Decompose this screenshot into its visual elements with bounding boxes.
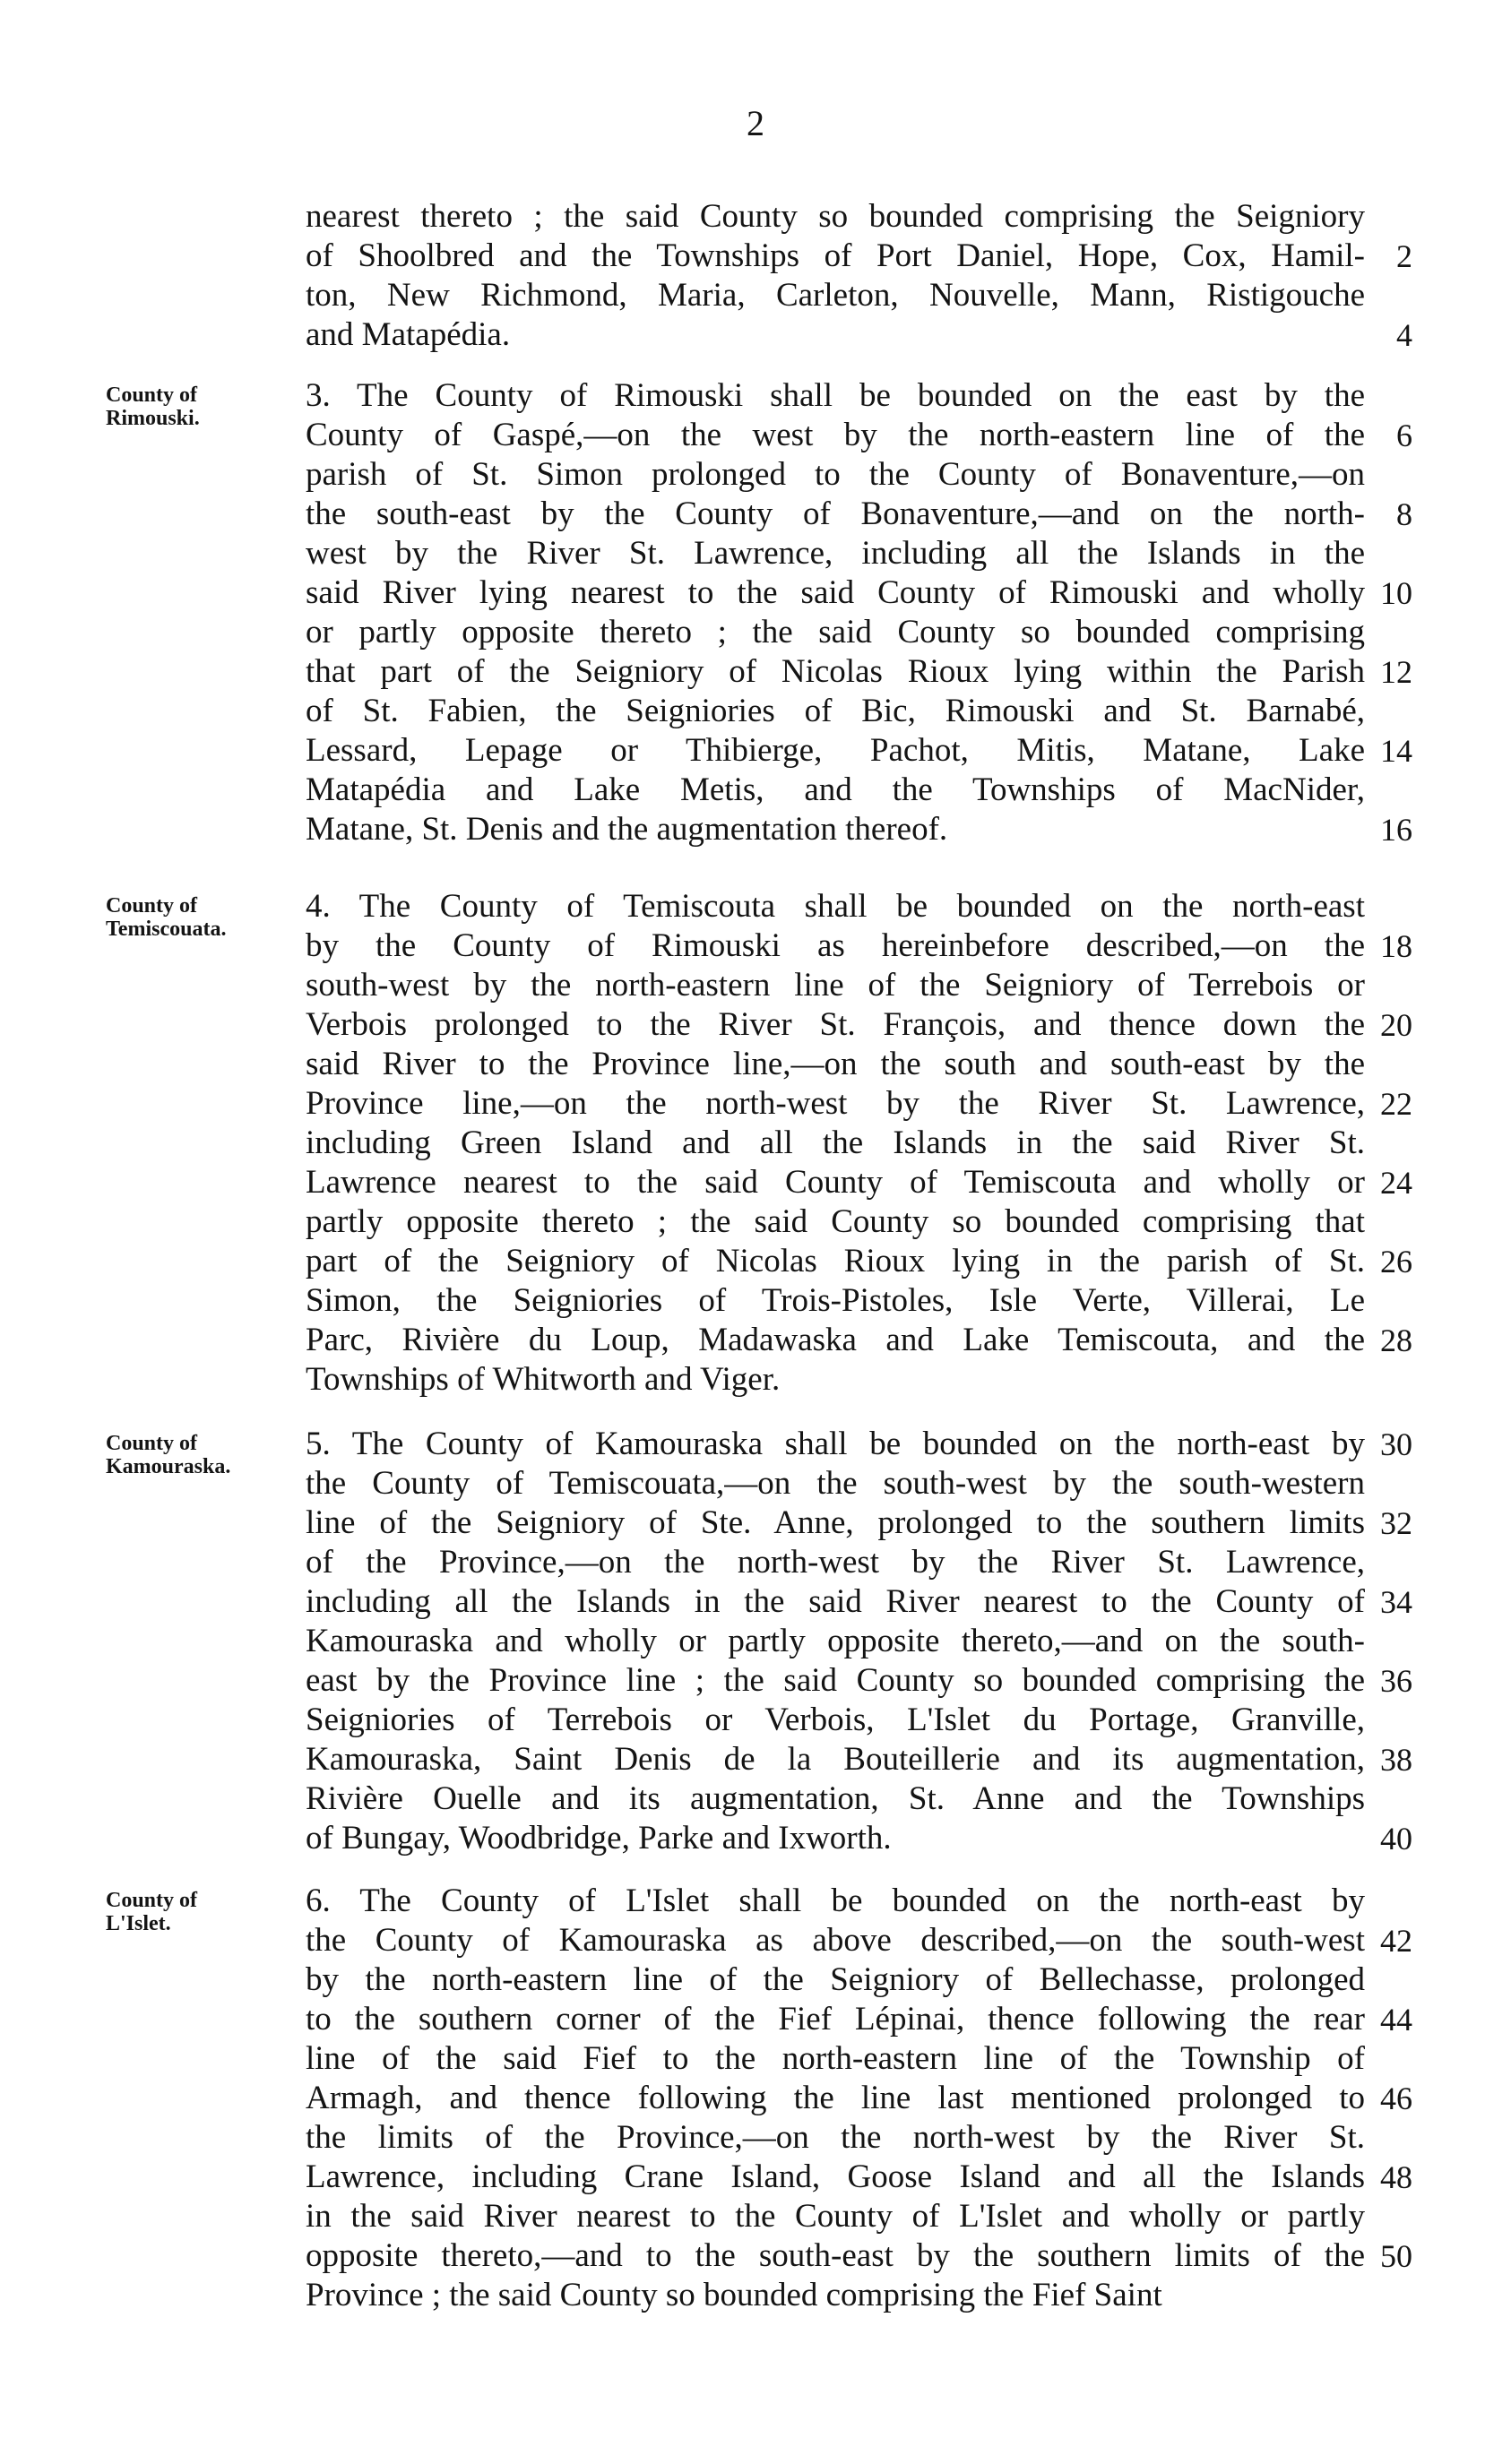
- margin-note: [106, 894, 267, 941]
- margin-note-line: County of: [106, 383, 198, 407]
- text-line: Province line,—on the north-west by the River St. Lawrence,: [306, 1085, 1365, 1122]
- line-number: 32: [1380, 1505, 1412, 1541]
- line-number: 40: [1380, 1821, 1412, 1857]
- text-line: the south-east by the County of Bonaventure,—and on the north-: [306, 495, 1365, 532]
- text-line: ton, New Richmond, Maria, Carleton, Nouvelle, Mann, Ristigouche: [306, 277, 1365, 314]
- line-number: 44: [1380, 2002, 1412, 2038]
- text-line: line of the said Fief to the north-eastern line of the Township of: [306, 2040, 1365, 2077]
- text-line: west by the River St. Lawrence, including all the Islands in the: [306, 535, 1365, 572]
- text-line: the limits of the Province,—on the north-west by the River St.: [306, 2119, 1365, 2156]
- line-number: 38: [1380, 1742, 1412, 1778]
- line-number: 28: [1380, 1322, 1412, 1358]
- text-line: by the County of Rimouski as hereinbefore described,—on the: [306, 927, 1365, 964]
- text-line: Armagh, and thence following the line last mentioned prolonged to: [306, 2080, 1365, 2116]
- line-number: 22: [1380, 1086, 1412, 1122]
- text-line: the County of Kamouraska as above described,—on the south-west: [306, 1922, 1365, 1959]
- line-number: 48: [1380, 2159, 1412, 2195]
- text-line: line of the Seigniory of Ste. Anne, prolonged to the southern limits: [306, 1504, 1365, 1541]
- line-number: 20: [1380, 1007, 1412, 1043]
- text-line: that part of the Seigniory of Nicolas Rioux lying within the Parish: [306, 653, 1365, 690]
- text-line: Kamouraska and wholly or partly opposite thereto,—and on the south-: [306, 1623, 1365, 1659]
- line-number: 16: [1380, 812, 1412, 848]
- line-number: 24: [1380, 1165, 1412, 1201]
- text-line: parish of St. Simon prolonged to the County of Bonaventure,—on: [306, 456, 1365, 493]
- line-number: 50: [1380, 2238, 1412, 2274]
- text-line: Lawrence nearest to the said County of Temiscouta and wholly or: [306, 1164, 1365, 1201]
- text-line: Kamouraska, Saint Denis de la Bouteillerie and its augmentation,: [306, 1741, 1365, 1778]
- text-line: Matapédia and Lake Metis, and the Townships of MacNider,: [306, 771, 1365, 808]
- line-number: 14: [1380, 733, 1412, 769]
- text-line: said River lying nearest to the said County of Rimouski and wholly: [306, 574, 1365, 611]
- text-line: Province ; the said County so bounded comprising the Fief Saint: [306, 2277, 1162, 2313]
- line-number: 36: [1380, 1663, 1412, 1699]
- margin-note-line: County of: [106, 1432, 198, 1455]
- margin-note-line: County of: [106, 1889, 198, 1912]
- text-line: including Green Island and all the Islands in the said River St.: [306, 1124, 1365, 1161]
- line-number: 2: [1396, 238, 1412, 274]
- text-line: Verbois prolonged to the River St. François, and thence down the: [306, 1006, 1365, 1043]
- text-line: the County of Temiscouata,—on the south-west by the south-western: [306, 1465, 1365, 1502]
- text-line: 3. The County of Rimouski shall be bounded on the east by the: [306, 377, 1365, 414]
- margin-note-line: L'Islet.: [106, 1912, 171, 1935]
- text-line: south-west by the north-eastern line of the Seigniory of Terrebois or: [306, 967, 1365, 1004]
- text-line: east by the Province line ; the said County so bounded comprising the: [306, 1662, 1365, 1699]
- line-number: 30: [1380, 1426, 1412, 1462]
- text-line: Lessard, Lepage or Thibierge, Pachot, Mitis, Matane, Lake: [306, 732, 1365, 769]
- text-line: 5. The County of Kamouraska shall be bounded on the north-east by: [306, 1426, 1365, 1462]
- text-line: of Shoolbred and the Townships of Port Daniel, Hope, Cox, Hamil-: [306, 237, 1365, 274]
- line-number: 12: [1380, 654, 1412, 690]
- line-number: 18: [1380, 928, 1412, 964]
- margin-note: [106, 1889, 267, 1935]
- line-number: 42: [1380, 1923, 1412, 1959]
- margin-note-line: County of: [106, 894, 198, 918]
- text-line: Parc, Rivière du Loup, Madawaska and Lake Temiscouta, and the: [306, 1322, 1365, 1358]
- line-number: 6: [1396, 418, 1412, 453]
- text-line: 4. The County of Temiscouta shall be bounded on the north-east: [306, 888, 1365, 925]
- text-line: of the Province,—on the north-west by the River St. Lawrence,: [306, 1544, 1365, 1581]
- text-line: Seigniories of Terrebois or Verbois, L'Islet du Portage, Granville,: [306, 1702, 1365, 1738]
- text-line: nearest thereto ; the said County so bounded comprising the Seigniory: [306, 198, 1365, 235]
- margin-note: [106, 383, 267, 430]
- text-line: 6. The County of L'Islet shall be bounded on the north-east by: [306, 1882, 1365, 1919]
- text-line: part of the Seigniory of Nicolas Rioux lying in the parish of St.: [306, 1243, 1365, 1279]
- page-number: 2: [747, 103, 764, 143]
- text-line: Matane, St. Denis and the augmentation thereof.: [306, 811, 948, 848]
- margin-note-line: Rimouski.: [106, 407, 200, 430]
- line-number: 4: [1396, 317, 1412, 353]
- text-line: of Bungay, Woodbridge, Parke and Ixworth.: [306, 1820, 892, 1857]
- text-line: by the north-eastern line of the Seigniory of Bellechasse, prolonged: [306, 1961, 1365, 1998]
- margin-note-line: Temiscouata.: [106, 918, 227, 941]
- margin-note-line: Kamouraska.: [106, 1455, 231, 1478]
- text-line: or partly opposite thereto ; the said County so bounded comprising: [306, 614, 1365, 650]
- text-line: opposite thereto,—and to the south-east by the southern limits of the: [306, 2237, 1365, 2274]
- text-line: Simon, the Seigniories of Trois-Pistoles, Isle Verte, Villerai, Le: [306, 1282, 1365, 1319]
- text-line: said River to the Province line,—on the south and south-east by the: [306, 1046, 1365, 1082]
- line-number: 34: [1380, 1584, 1412, 1620]
- text-line: County of Gaspé,—on the west by the north-eastern line of the: [306, 417, 1365, 453]
- line-number: 8: [1396, 496, 1412, 532]
- line-number: 46: [1380, 2081, 1412, 2116]
- text-line: of St. Fabien, the Seigniories of Bic, Rimouski and St. Barnabé,: [306, 693, 1365, 729]
- text-line: partly opposite thereto ; the said County so bounded comprising that: [306, 1203, 1365, 1240]
- text-line: in the said River nearest to the County of L'Islet and wholly or partly: [306, 2198, 1365, 2235]
- line-number: 26: [1380, 1244, 1412, 1279]
- line-number: 10: [1380, 575, 1412, 611]
- text-line: Rivière Ouelle and its augmentation, St. Anne and the Townships: [306, 1780, 1365, 1817]
- text-line: including all the Islands in the said River nearest to the County of: [306, 1583, 1365, 1620]
- text-line: to the southern corner of the Fief Lépinai, thence following the rear: [306, 2001, 1365, 2038]
- text-line: and Matapédia.: [306, 316, 511, 353]
- margin-note: [106, 1432, 267, 1478]
- text-line: Lawrence, including Crane Island, Goose Island and all the Islands: [306, 2158, 1365, 2195]
- text-line: Townships of Whitworth and Viger.: [306, 1361, 781, 1398]
